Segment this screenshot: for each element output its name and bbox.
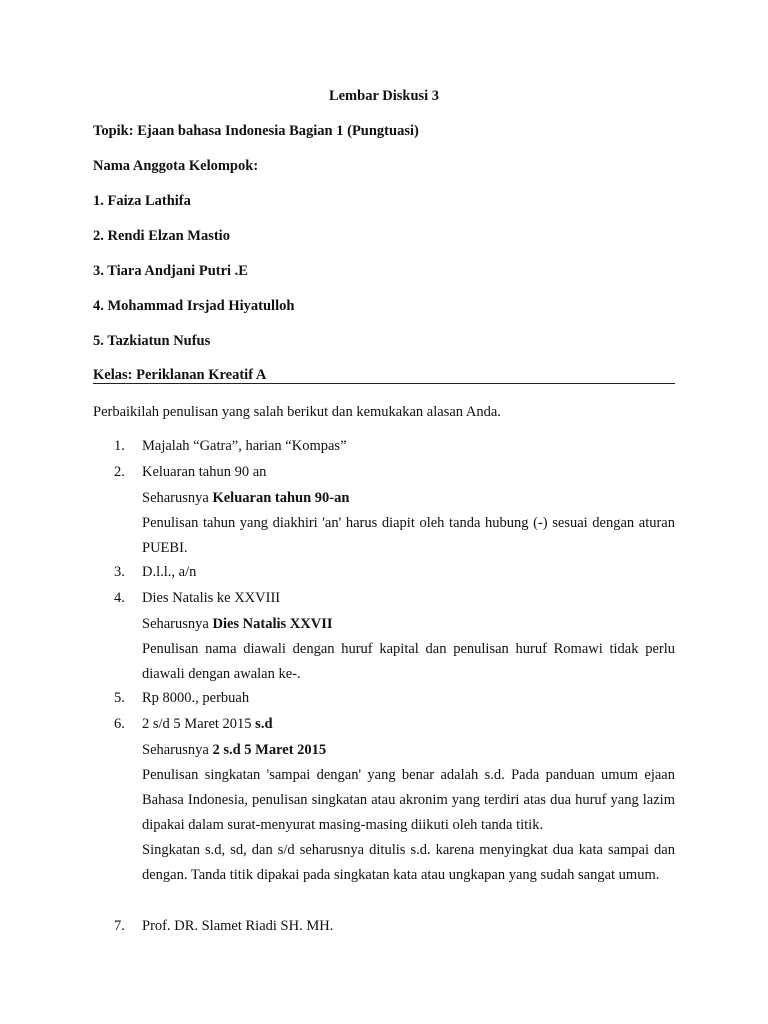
explanation-text: Penulisan nama diawali dengan huruf kapital dan penulisan huruf Romawi tidak perlu diawali dengan awalan ke-. bbox=[142, 641, 675, 682]
list-item-number: 7. bbox=[114, 918, 125, 934]
list-item-bold-text: s.d bbox=[255, 716, 273, 732]
instruction-text: Perbaikilah penulisan yang salah berikut dan kemukakan alasan Anda. bbox=[93, 404, 501, 420]
document-title: Lembar Diskusi 3 bbox=[328, 88, 440, 104]
list-item-text: Dies Natalis ke XXVIII bbox=[142, 590, 281, 606]
list-item-number: 1. bbox=[114, 438, 125, 454]
correction-text: Keluaran tahun 90-an bbox=[212, 490, 350, 506]
correction-line bbox=[142, 486, 675, 511]
member-item: 3. Tiara Andjani Putri .E bbox=[93, 263, 248, 279]
list-item-number: 2. bbox=[114, 464, 125, 480]
correction-line bbox=[142, 738, 675, 763]
correction-prefix: Seharusnya bbox=[142, 742, 213, 758]
class-line: Kelas: Periklanan Kreatif A bbox=[93, 367, 267, 383]
correction-prefix: Seharusnya bbox=[142, 616, 213, 632]
correction-prefix: Seharusnya bbox=[142, 490, 213, 506]
correction-text: 2 s.d 5 Maret 2015 bbox=[212, 742, 327, 758]
list-item-text: Prof. DR. Slamet Riadi SH. MH. bbox=[142, 918, 334, 934]
explanation-text: Singkatan s.d, sd, dan s/d seharusnya ditulis s.d. karena menyingkat dua kata sampai dan dengan. Tanda titik dipakai pada singkatan kata atau ungkapan yang sudah sangat umum. bbox=[142, 842, 675, 883]
list-item-text: 2 s/d 5 Maret 2015 s.d bbox=[142, 716, 273, 732]
list-item-number: 6. bbox=[114, 716, 125, 732]
members-label: Nama Anggota Kelompok: bbox=[93, 158, 259, 174]
list-item-number: 4. bbox=[114, 590, 125, 606]
list-item-text: Majalah “Gatra”, harian “Kompas” bbox=[142, 438, 347, 454]
list-item-text: D.l.l., a/n bbox=[142, 564, 197, 580]
explanation-text: Penulisan singkatan 'sampai dengan' yang benar adalah s.d. Pada panduan umum ejaan Bahasa Indonesia, penulisan singkatan atau akronim yang terdiri atas dua huruf yang lazim dipakai dalam surat-menyurat masing-masing diikuti oleh tanda titik. bbox=[142, 767, 675, 833]
member-item: 1. Faiza Lathifa bbox=[93, 193, 191, 209]
list-item-text: Rp 8000., perbuah bbox=[142, 690, 250, 706]
correction-text: Dies Natalis XXVII bbox=[212, 616, 333, 632]
list-item-text: Keluaran tahun 90 an bbox=[142, 464, 267, 480]
list-item-number: 3. bbox=[114, 564, 125, 580]
member-item: 2. Rendi Elzan Mastio bbox=[93, 228, 230, 244]
explanation-text: Penulisan tahun yang diakhiri 'an' harus diapit oleh tanda hubung (-) sesuai dengan aturan PUEBI. bbox=[142, 515, 675, 556]
member-item: 4. Mohammad Irsjad Hiyatulloh bbox=[93, 298, 295, 314]
list-item-number: 5. bbox=[114, 690, 125, 706]
correction-line bbox=[142, 612, 675, 637]
topic-line: Topik: Ejaan bahasa Indonesia Bagian 1 (Pungtuasi) bbox=[93, 123, 419, 139]
member-item: 5. Tazkiatun Nufus bbox=[93, 333, 211, 349]
divider-line bbox=[93, 383, 675, 384]
